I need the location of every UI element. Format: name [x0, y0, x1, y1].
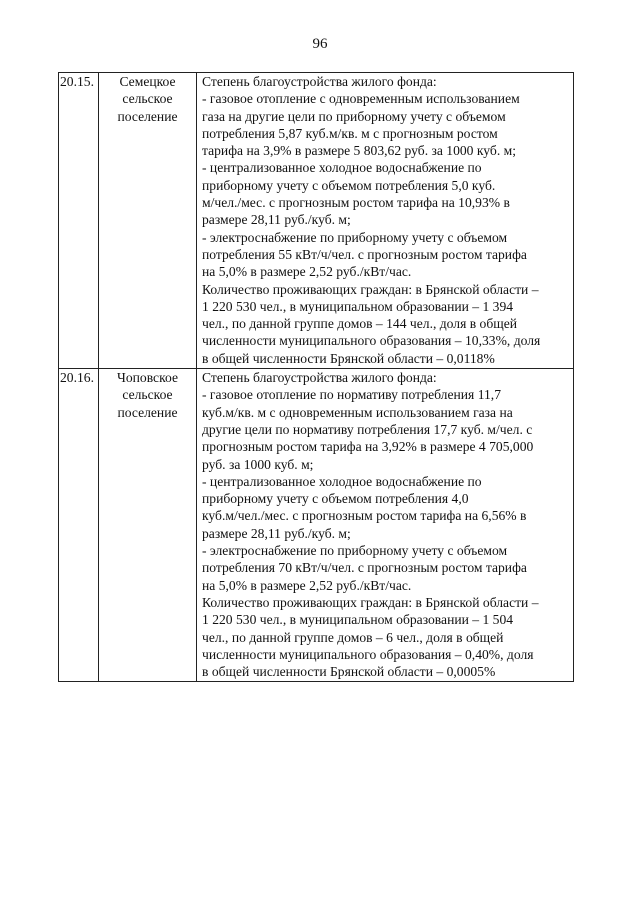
settlement-name-line: поселение [117, 108, 178, 124]
settlements-table [58, 72, 574, 682]
settlement-name-line: сельское [122, 387, 173, 403]
page-number: 96 [312, 36, 328, 52]
description-line: численности муниципального образования – 10,33%, доля [202, 333, 541, 349]
description-line: Количество проживающих граждан: в Брянской области – [202, 281, 539, 297]
description-line: - централизованное холодное водоснабжение по [202, 160, 482, 176]
description-line: в общей численности Брянской области – 0,0118% [202, 350, 495, 366]
description-line: - централизованное холодное водоснабжение по [202, 473, 482, 489]
description-line: м/чел./мес. с прогнозным ростом тарифа на 10,93% в [202, 195, 510, 211]
description-line: - газовое отопление с одновременным использованием [202, 91, 520, 107]
description-line: приборному учету с объемом потребления 5,0 куб. [202, 177, 496, 193]
description-line: размере 28,11 руб./куб. м; [202, 212, 351, 228]
description-line: куб.м/чел./мес. с прогнозным ростом тарифа на 6,56% в [202, 508, 527, 524]
description-line: Степень благоустройства жилого фонда: [202, 74, 437, 89]
description-line: 1 220 530 чел., в муниципальном образовании – 1 394 [202, 298, 514, 314]
description-line: чел., по данной группе домов – 6 чел., доля в общей [202, 629, 504, 645]
settlement-description [197, 73, 574, 369]
row-number: 20.15. [59, 73, 99, 369]
settlement-description [197, 369, 574, 682]
description-line: газа на другие цели по приборному учету с объемом [202, 108, 506, 124]
description-line: 1 220 530 чел., в муниципальном образовании – 1 504 [202, 612, 514, 628]
description-line: приборному учету с объемом потребления 4,0 [202, 491, 469, 507]
settlement-name-line: сельское [122, 91, 173, 107]
description-line: Количество проживающих граждан: в Брянской области – [202, 594, 539, 610]
description-line: другие цели по нормативу потребления 17,7 куб. м/чел. с [202, 421, 533, 437]
description-line: потребления 70 кВт/ч/чел. с прогнозным ростом тарифа [202, 560, 527, 576]
description-line: потребления 5,87 куб.м/кв. м с прогнозным ростом [202, 125, 498, 141]
description-line: куб.м/кв. м с одновременным использованием газа на [202, 404, 513, 420]
description-line: Степень благоустройства жилого фонда: [202, 370, 437, 386]
settlement-name-line: поселение [117, 404, 178, 420]
settlement-name [99, 369, 197, 682]
description-line: тарифа на 3,9% в размере 5 803,62 руб. за 1000 куб. м; [202, 143, 516, 159]
settlement-name-line: Семецкое [119, 74, 176, 89]
description-line: размере 28,11 руб./куб. м; [202, 525, 351, 541]
settlement-name [99, 73, 197, 369]
description-line: численности муниципального образования – 0,40%, доля [202, 646, 534, 662]
table-row [59, 369, 574, 682]
description-line: чел., по данной группе домов – 144 чел., доля в общей [202, 316, 518, 332]
description-line: в общей численности Брянской области – 0,0005% [202, 664, 496, 680]
description-line: на 5,0% в размере 2,52 руб./кВт/час. [202, 264, 412, 280]
description-line: руб. за 1000 куб. м; [202, 456, 314, 472]
settlement-name-line: Чоповское [117, 370, 178, 386]
row-number: 20.16. [59, 369, 99, 682]
description-line: - электроснабжение по приборному учету с объемом [202, 543, 508, 559]
description-line: прогнозным ростом тарифа на 3,92% в размере 4 705,000 [202, 439, 534, 455]
description-line: - газовое отопление по нормативу потребления 11,7 [202, 387, 501, 403]
table-row [59, 73, 574, 369]
description-line: на 5,0% в размере 2,52 руб./кВт/час. [202, 577, 412, 593]
description-line: - электроснабжение по приборному учету с объемом [202, 229, 508, 245]
description-line: потребления 55 кВт/ч/чел. с прогнозным ростом тарифа [202, 246, 527, 262]
